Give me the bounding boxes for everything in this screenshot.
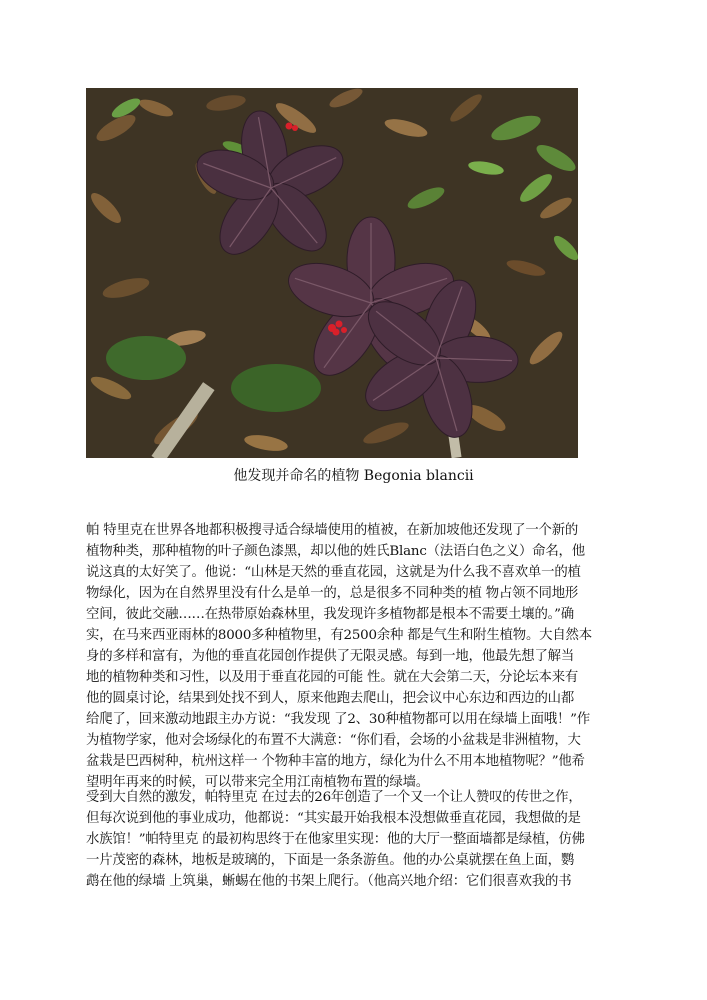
paragraph-line: 说这真的太好笑了。他说：“山林是天然的垂直花园，这就是为什么我不喜欢单一的植 bbox=[86, 565, 581, 580]
paragraph-line: 望明年再来的时候，可以带来完全用江南植物布置的绿墙。 bbox=[86, 775, 429, 790]
paragraph-line: 给爬了，回来激动地跟主办方说：“我发现 了2、30种植物都可以用在绿墙上面哦！”作 bbox=[86, 712, 590, 727]
paragraph-line: 盆栽是巴西树种，杭州这样一 个物种丰富的地方，绿化为什么不用本地植物呢？”他希 bbox=[86, 754, 585, 769]
begonia-illustration bbox=[86, 88, 578, 458]
paragraph-line: 物绿化，因为在自然界里没有什么是单一的，总是很多不同种类的植 物占领不同地形 bbox=[86, 586, 579, 601]
figure-caption: 他发现并命名的植物 Begonia blancii bbox=[233, 468, 474, 484]
paragraph-line: 但每次说到他的事业成功，他都说：“其实最开始我根本没想做垂直花园，我想做的是 bbox=[86, 811, 581, 826]
paragraph-line: 水族馆！”帕特里克 的最初构思终于在他家里实现：他的大厅一整面墙都是绿植，仿佛 bbox=[86, 832, 585, 847]
plant-photo bbox=[86, 88, 578, 458]
paragraph-line: 鹉在他的绿墙 上筑巢，蜥蜴在他的书架上爬行。（他高兴地介绍：它们很喜欢我的书 bbox=[86, 874, 572, 889]
paragraph-line: 空间，彼此交融……在热带原始森林里，我发现许多植物都是根本不需要土壤的。”确 bbox=[86, 607, 574, 622]
paragraph-2 bbox=[86, 787, 618, 892]
paragraph-line: 他的圆桌讨论，结果到处找不到人，原来他跑去爬山，把会议中心东边和西边的山都 bbox=[86, 691, 575, 706]
paragraph-line: 受到大自然的激发，帕特里克 在过去的26年创造了一个又一个让人赞叹的传世之作， bbox=[86, 790, 582, 805]
paragraph-line: 一片茂密的森林，地板是玻璃的，下面是一条条游鱼。他的办公桌就摆在鱼上面，鹦 bbox=[86, 853, 575, 868]
paragraph-line: 植物种类，那种植物的叶子颜色漆黑，却以他的姓氏Blanc（法语白色之义）命名，他 bbox=[86, 544, 585, 559]
paragraph-line: 身的多样和富有，为他的垂直花园创作提供了无限灵感。每到一地，他最先想了解当 bbox=[86, 649, 575, 664]
paragraph-line: 实，在马来西亚雨林的8000多种植物里，有2500余种 都是气生和附生植物。大自然本 bbox=[86, 628, 592, 643]
paragraph-line: 地的植物种类和习性，以及用于垂直花园的可能 性。就在大会第二天，分论坛本来有 bbox=[86, 670, 579, 685]
paragraph-line: 帕 特里克在世界各地都积极搜寻适合绿墙使用的植被，在新加坡他还发现了一个新的 bbox=[86, 523, 579, 538]
paragraph-line: 为植物学家，他对会场绿化的布置不大满意：“你们看，会场的小盆栽是非洲植物，大 bbox=[86, 733, 581, 748]
paragraph-1 bbox=[86, 520, 618, 793]
